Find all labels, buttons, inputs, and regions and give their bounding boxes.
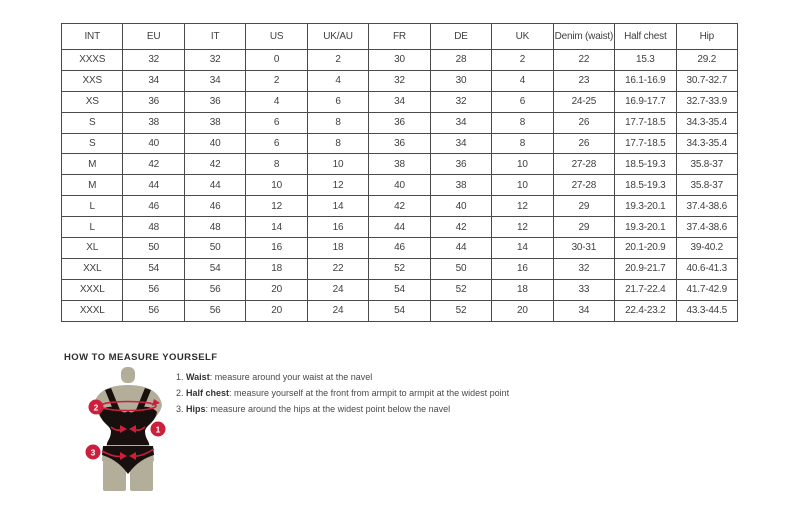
- table-cell: 8: [492, 112, 553, 133]
- table-cell: 22: [307, 258, 368, 279]
- table-row: [62, 175, 738, 196]
- column-header: UK/AU: [307, 24, 368, 50]
- table-row: [62, 196, 738, 217]
- instruction-number: 3.: [176, 404, 187, 414]
- table-cell: 29: [553, 217, 614, 238]
- table-cell: 20.9-21.7: [615, 258, 676, 279]
- measure-instructions: [176, 369, 509, 417]
- table-cell: 12: [492, 217, 553, 238]
- table-cell: 32: [369, 70, 430, 91]
- instruction-label: Hips: [186, 404, 206, 414]
- column-header: Denim (waist): [553, 24, 614, 50]
- table-cell: 2: [246, 70, 307, 91]
- table-cell: 17.7-18.5: [615, 133, 676, 154]
- table-cell: 4: [246, 91, 307, 112]
- table-cell: 34: [123, 70, 184, 91]
- table-cell: 14: [307, 196, 368, 217]
- table-cell: 4: [307, 70, 368, 91]
- table-cell: 52: [430, 300, 491, 321]
- size-table: [61, 23, 738, 322]
- column-header: INT: [62, 24, 123, 50]
- table-cell: XXXS: [62, 50, 123, 71]
- table-cell: 12: [246, 196, 307, 217]
- table-cell: 42: [369, 196, 430, 217]
- table-row: [62, 154, 738, 175]
- table-row: [62, 217, 738, 238]
- table-cell: 40: [430, 196, 491, 217]
- table-cell: 44: [430, 238, 491, 259]
- table-cell: 32.7-33.9: [676, 91, 737, 112]
- table-cell: M: [62, 175, 123, 196]
- table-cell: 28: [430, 50, 491, 71]
- table-cell: XXXL: [62, 300, 123, 321]
- table-cell: 40.6-41.3: [676, 258, 737, 279]
- table-cell: 8: [307, 112, 368, 133]
- table-cell: 36: [369, 133, 430, 154]
- table-cell: 30: [369, 50, 430, 71]
- size-table-header: [62, 24, 738, 50]
- table-cell: 16.1-16.9: [615, 70, 676, 91]
- table-cell: 18: [246, 258, 307, 279]
- table-cell: 43.3-44.5: [676, 300, 737, 321]
- table-cell: 32: [430, 91, 491, 112]
- table-cell: 2: [492, 50, 553, 71]
- table-cell: 23: [553, 70, 614, 91]
- column-header: IT: [184, 24, 245, 50]
- table-cell: 16: [307, 217, 368, 238]
- table-cell: 14: [246, 217, 307, 238]
- table-cell: 52: [430, 279, 491, 300]
- table-cell: L: [62, 217, 123, 238]
- table-cell: 40: [369, 175, 430, 196]
- table-cell: 29.2: [676, 50, 737, 71]
- table-row: [62, 70, 738, 91]
- table-cell: 33: [553, 279, 614, 300]
- table-cell: 19.3-20.1: [615, 196, 676, 217]
- table-cell: 6: [246, 133, 307, 154]
- table-cell: 10: [246, 175, 307, 196]
- table-cell: 12: [492, 196, 553, 217]
- table-cell: M: [62, 154, 123, 175]
- table-cell: 54: [184, 258, 245, 279]
- table-cell: 32: [553, 258, 614, 279]
- table-cell: 16: [246, 238, 307, 259]
- table-cell: 54: [369, 300, 430, 321]
- mannequin-neck: [121, 367, 135, 383]
- table-cell: 39-40.2: [676, 238, 737, 259]
- table-cell: XS: [62, 91, 123, 112]
- table-cell: 56: [123, 279, 184, 300]
- table-cell: 20: [492, 300, 553, 321]
- table-row: [62, 50, 738, 71]
- table-cell: 6: [246, 112, 307, 133]
- table-cell: 44: [184, 175, 245, 196]
- table-cell: 24: [307, 300, 368, 321]
- table-cell: 48: [123, 217, 184, 238]
- table-cell: 34: [430, 112, 491, 133]
- table-cell: 44: [123, 175, 184, 196]
- table-cell: 12: [307, 175, 368, 196]
- instruction-text: : measure around your waist at the navel: [209, 372, 373, 382]
- table-cell: 35.8-37: [676, 175, 737, 196]
- table-cell: 32: [184, 50, 245, 71]
- table-cell: 8: [492, 133, 553, 154]
- table-cell: 6: [492, 91, 553, 112]
- table-cell: 22: [553, 50, 614, 71]
- table-cell: 46: [184, 196, 245, 217]
- table-cell: 14: [492, 238, 553, 259]
- table-cell: 29: [553, 196, 614, 217]
- instruction-number: 2.: [176, 388, 187, 398]
- table-cell: 35.8-37: [676, 154, 737, 175]
- measure-section-title: HOW TO MEASURE YOURSELF: [64, 352, 218, 363]
- table-cell: 30.7-32.7: [676, 70, 737, 91]
- table-row: [62, 300, 738, 321]
- swimsuit-top: [99, 407, 157, 445]
- hips-marker-number: 3: [90, 447, 96, 458]
- table-cell: 56: [184, 300, 245, 321]
- table-cell: 2: [307, 50, 368, 71]
- table-cell: 26: [553, 133, 614, 154]
- table-cell: 34: [369, 91, 430, 112]
- table-cell: 50: [430, 258, 491, 279]
- table-cell: 17.7-18.5: [615, 112, 676, 133]
- instruction-text: : measure yourself at the front from armpit to armpit at the widest point: [229, 388, 510, 398]
- instruction-label: Half chest: [186, 388, 230, 398]
- table-row: [62, 133, 738, 154]
- table-cell: 34.3-35.4: [676, 112, 737, 133]
- table-cell: 36: [369, 112, 430, 133]
- column-header: Half chest: [615, 24, 676, 50]
- table-cell: 16.9-17.7: [615, 91, 676, 112]
- waist-marker-number: 1: [155, 424, 161, 435]
- table-cell: 46: [369, 238, 430, 259]
- table-cell: 41.7-42.9: [676, 279, 737, 300]
- table-cell: 36: [184, 91, 245, 112]
- table-cell: 32: [123, 50, 184, 71]
- table-cell: 36: [430, 154, 491, 175]
- table-cell: 34: [184, 70, 245, 91]
- table-cell: 27-28: [553, 154, 614, 175]
- table-cell: 42: [430, 217, 491, 238]
- table-cell: 46: [123, 196, 184, 217]
- table-cell: 18.5-19.3: [615, 154, 676, 175]
- table-cell: 34: [430, 133, 491, 154]
- table-cell: XXL: [62, 258, 123, 279]
- table-cell: 44: [369, 217, 430, 238]
- table-row: [62, 238, 738, 259]
- table-cell: L: [62, 196, 123, 217]
- table-cell: 37.4-38.6: [676, 196, 737, 217]
- table-cell: 56: [184, 279, 245, 300]
- table-row: [62, 112, 738, 133]
- table-cell: 38: [184, 112, 245, 133]
- table-cell: XL: [62, 238, 123, 259]
- table-cell: 24: [307, 279, 368, 300]
- header-row: [62, 24, 738, 50]
- table-cell: 20.1-20.9: [615, 238, 676, 259]
- table-cell: 18.5-19.3: [615, 175, 676, 196]
- table-cell: 18: [492, 279, 553, 300]
- instruction-text: : measure around the hips at the widest point below the navel: [205, 404, 451, 414]
- table-row: [62, 91, 738, 112]
- table-cell: 38: [369, 154, 430, 175]
- table-cell: 50: [123, 238, 184, 259]
- table-cell: 10: [492, 175, 553, 196]
- mannequin-illustration: [70, 365, 190, 500]
- size-table-body: [62, 50, 738, 322]
- measure-instruction: [176, 385, 509, 401]
- table-cell: 37.4-38.6: [676, 217, 737, 238]
- measure-figure: [70, 365, 190, 500]
- table-cell: 20: [246, 300, 307, 321]
- table-cell: 10: [307, 154, 368, 175]
- table-cell: 38: [430, 175, 491, 196]
- table-cell: 34.3-35.4: [676, 133, 737, 154]
- table-cell: 0: [246, 50, 307, 71]
- column-header: Hip: [676, 24, 737, 50]
- table-cell: 52: [369, 258, 430, 279]
- column-header: FR: [369, 24, 430, 50]
- table-cell: 18: [307, 238, 368, 259]
- instruction-number: 1.: [176, 372, 187, 382]
- table-cell: 20: [246, 279, 307, 300]
- table-cell: 48: [184, 217, 245, 238]
- column-header: US: [246, 24, 307, 50]
- table-cell: 56: [123, 300, 184, 321]
- table-cell: 15.3: [615, 50, 676, 71]
- table-cell: 54: [123, 258, 184, 279]
- table-cell: 6: [307, 91, 368, 112]
- table-cell: 40: [123, 133, 184, 154]
- table-row: [62, 258, 738, 279]
- column-header: DE: [430, 24, 491, 50]
- table-cell: 42: [123, 154, 184, 175]
- table-cell: 36: [123, 91, 184, 112]
- table-cell: 8: [246, 154, 307, 175]
- table-cell: 30: [430, 70, 491, 91]
- instruction-label: Waist: [186, 372, 210, 382]
- column-header: UK: [492, 24, 553, 50]
- table-cell: 10: [492, 154, 553, 175]
- table-cell: 21.7-22.4: [615, 279, 676, 300]
- table-cell: 26: [553, 112, 614, 133]
- table-cell: S: [62, 133, 123, 154]
- table-cell: 22.4-23.2: [615, 300, 676, 321]
- table-cell: 24-25: [553, 91, 614, 112]
- table-cell: 50: [184, 238, 245, 259]
- table-cell: 42: [184, 154, 245, 175]
- table-cell: S: [62, 112, 123, 133]
- table-cell: 19.3-20.1: [615, 217, 676, 238]
- table-cell: 27-28: [553, 175, 614, 196]
- table-cell: 30-31: [553, 238, 614, 259]
- measure-instruction: [176, 369, 509, 385]
- table-cell: 4: [492, 70, 553, 91]
- table-cell: 16: [492, 258, 553, 279]
- chest-marker-number: 2: [93, 402, 99, 413]
- table-row: [62, 279, 738, 300]
- table-cell: 34: [553, 300, 614, 321]
- table-cell: XXS: [62, 70, 123, 91]
- table-cell: 54: [369, 279, 430, 300]
- table-cell: 40: [184, 133, 245, 154]
- table-cell: XXXL: [62, 279, 123, 300]
- table-cell: 38: [123, 112, 184, 133]
- column-header: EU: [123, 24, 184, 50]
- measure-instruction: [176, 401, 509, 417]
- table-cell: 8: [307, 133, 368, 154]
